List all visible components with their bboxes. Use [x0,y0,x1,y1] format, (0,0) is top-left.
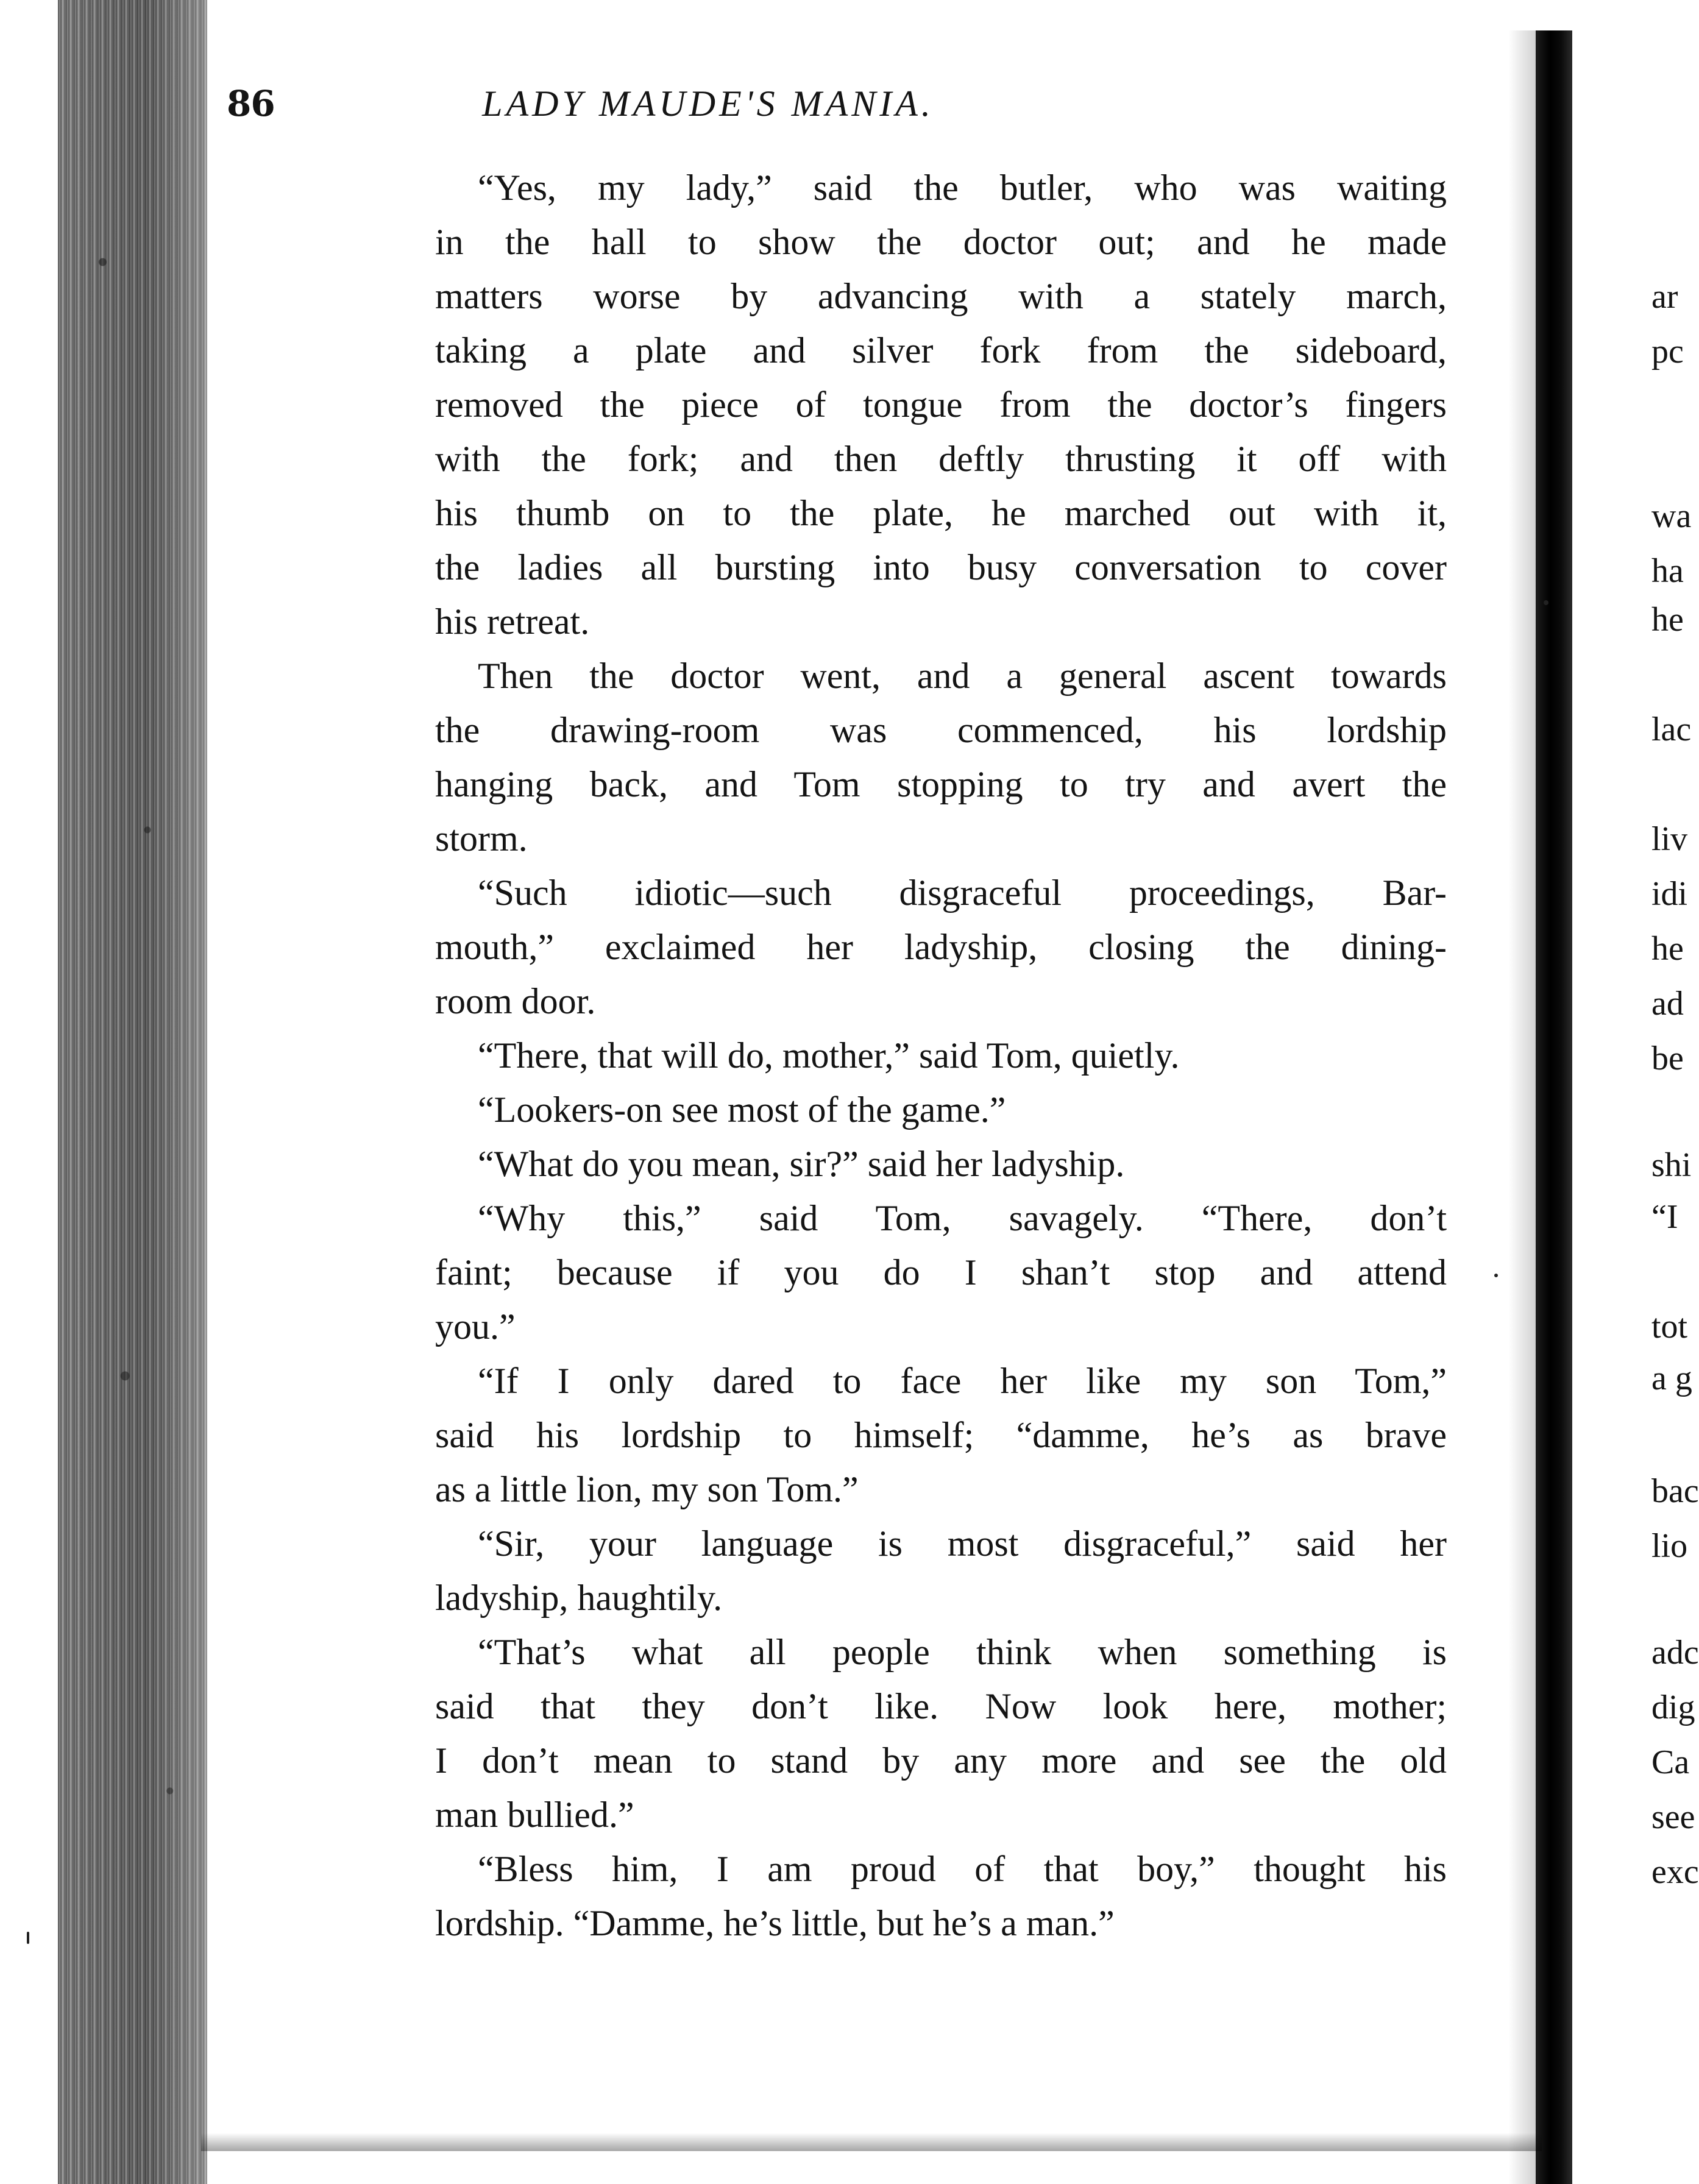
text-line: in the hall to show the doctor out; and he made [435,222,1447,262]
text-line: taking a plate and silver fork from the sideboard, [435,330,1447,370]
text-line: said his lordship to himself; “damme, he’s as brave [435,1415,1447,1455]
right-page-text-fragment: dig [1651,1689,1695,1726]
text-line: hanging back, and Tom stopping to try and avert the [435,764,1447,804]
right-page-text-fragment: idi [1651,875,1688,913]
right-page-text-fragment: he [1651,601,1684,639]
text-line: “Such idiotic—such disgraceful proceedings, Bar- [478,873,1447,913]
text-line: Then the doctor went, and a general ascent towards [478,656,1447,696]
page-bottom-edge [201,2133,1542,2151]
right-page-text-fragment: tot [1651,1308,1688,1346]
book-gutter [1536,30,1572,2184]
dust-speck [27,1932,29,1944]
right-page-text-fragment: ar [1651,278,1678,316]
text-line: with the fork; and then deftly thrusting it off with [435,439,1447,479]
right-page-text-fragment: bac [1651,1472,1699,1510]
body-text [435,161,1447,1951]
text-line: removed the piece of tongue from the doctor’s fingers [435,385,1447,425]
text-line: “What do you mean, sir?” said her ladyship. [478,1144,1125,1184]
right-page-text-fragment: pc [1651,333,1684,370]
text-line: “There, that will do, mother,” said Tom, quietly. [478,1035,1180,1076]
text-line: ladyship, haughtily. [435,1578,723,1618]
right-page-text-fragment: shi [1651,1146,1692,1184]
dust-speck [1544,600,1548,605]
text-line: storm. [435,818,528,859]
text-line: “Yes, my lady,” said the butler, who was waiting [478,168,1447,208]
right-page-text-fragment: see [1651,1798,1695,1836]
text-line: as a little lion, my son Tom.” [435,1469,859,1509]
page-number: 86 [227,83,275,124]
right-page-text-fragment: lio [1651,1527,1688,1565]
gutter-shadow [1508,30,1536,2184]
dust-speck [1494,1274,1498,1277]
text-line: room door. [435,981,596,1021]
running-head [227,78,1275,139]
right-page-text-fragment: liv [1651,820,1688,858]
right-page-text-fragment: exc [1651,1853,1699,1891]
text-line: said that they don’t like. Now look here, mother; [435,1686,1447,1726]
text-line: matters worse by advancing with a stately march, [435,276,1447,316]
text-line: “That’s what all people think when something is [478,1632,1447,1672]
right-page-text-fragment: “I [1651,1198,1678,1236]
text-line: the drawing-room was commenced, his lordship [435,710,1447,750]
right-page-text-fragment: adc [1651,1634,1699,1672]
text-line: “Sir, your language is most disgraceful,” said her [478,1523,1447,1564]
text-line: “Bless him, I am proud of that boy,” thought his [478,1849,1447,1889]
text-line: “Lookers-on see most of the game.” [478,1090,1006,1130]
right-page-text-fragment: he [1651,930,1684,968]
text-line: lordship. “Damme, he’s little, but he’s a man.” [435,1903,1115,1943]
text-line: faint; because if you do I shan’t stop and attend [435,1252,1447,1292]
right-page-text-fragment: Ca [1651,1743,1690,1781]
text-line: mouth,” exclaimed her ladyship, closing the dining- [435,927,1447,967]
page-fore-edge [58,0,207,2184]
text-line: man bullied.” [435,1795,634,1835]
text-line: the ladies all bursting into busy conversation to cover [435,547,1447,587]
right-page-text-fragment: ha [1651,552,1684,590]
right-page-text-fragment: a g [1651,1360,1692,1397]
running-title: LADY MAUDE'S MANIA. [482,83,934,124]
text-line: you.” [435,1306,516,1347]
text-line: I don’t mean to stand by any more and see the old [435,1740,1447,1781]
text-line: his retreat. [435,601,590,642]
text-line: “Why this,” said Tom, savagely. “There, don’t [478,1198,1447,1238]
text-line: “If I only dared to face her like my son Tom,” [478,1361,1447,1401]
right-page-text-fragment: ad [1651,985,1684,1023]
right-page-text-fragment: lac [1651,711,1692,748]
right-page-text-fragment: be [1651,1040,1684,1077]
text-line: his thumb on to the plate, he marched out with it, [435,493,1447,533]
right-page-text-fragment: wa [1651,497,1692,535]
